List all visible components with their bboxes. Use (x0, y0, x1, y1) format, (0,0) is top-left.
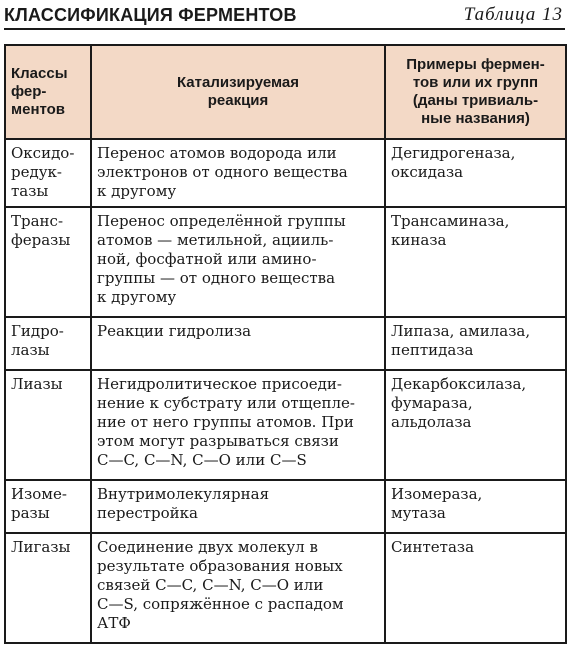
cell-reaction: Внутримолекулярная перестройка (91, 480, 385, 533)
cell-class: Оксидо- редук- тазы (5, 139, 91, 207)
column-header-class: Классы фер- ментов (5, 45, 91, 139)
table-header (4, 2, 565, 30)
cell-reaction: Негидролитическое присоеди- нение к субстрату или отщепле- ние от него группы атомов. При этом могут разрываться связи C—C, C—N, C—O или C—S (91, 370, 385, 480)
cell-reaction: Соединение двух молекул в результате образования новых связей C—C, C—N, C—O или C—S, сопряжённое с распадом АТФ (91, 533, 385, 643)
enzyme-classification-table (4, 44, 567, 644)
cell-examples: Декарбоксилаза, фумараза, альдолаза (385, 370, 566, 480)
table-row (5, 533, 566, 643)
column-header-examples: Примеры фермен- тов или их групп (даны тривиаль- ные названия) (385, 45, 566, 139)
column-header-reaction: Катализируемая реакция (91, 45, 385, 139)
table-header-row (5, 45, 566, 139)
cell-examples: Трансаминаза, киназа (385, 207, 566, 317)
cell-class: Лигазы (5, 533, 91, 643)
table-number: Таблица 13 (463, 4, 563, 25)
cell-examples: Изомераза, мутаза (385, 480, 566, 533)
cell-reaction: Перенос определённой группы атомов — метильной, ацииль- ной, фосфатной или амино- группы — от одного вещества к другому (91, 207, 385, 317)
cell-reaction: Перенос атомов водорода или электронов от одного вещества к другому (91, 139, 385, 207)
table-row (5, 207, 566, 317)
table-row (5, 370, 566, 480)
cell-reaction: Реакции гидролиза (91, 317, 385, 370)
table-row (5, 317, 566, 370)
cell-examples: Липаза, амилаза, пептидаза (385, 317, 566, 370)
document-title: КЛАССИФИКАЦИЯ ФЕРМЕНТОВ (4, 5, 297, 25)
cell-examples: Дегидрогеназа, оксидаза (385, 139, 566, 207)
cell-class: Гидро- лазы (5, 317, 91, 370)
cell-class: Лиазы (5, 370, 91, 480)
cell-class: Изоме- разы (5, 480, 91, 533)
cell-examples: Синтетаза (385, 533, 566, 643)
table-row (5, 139, 566, 207)
cell-class: Транс- феразы (5, 207, 91, 317)
table-row (5, 480, 566, 533)
